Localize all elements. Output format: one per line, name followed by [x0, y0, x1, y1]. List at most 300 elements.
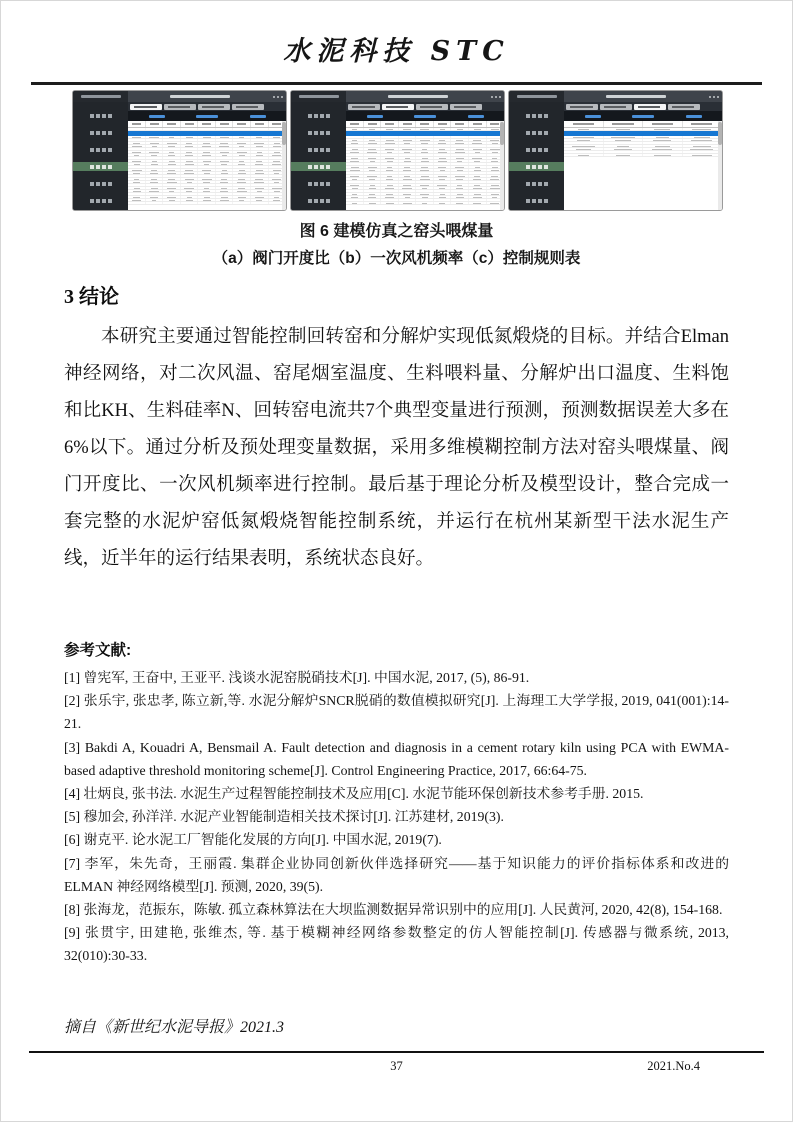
- cell-text-placeholder: [202, 170, 211, 171]
- panel-tab: [566, 104, 598, 110]
- cell-text-placeholder: [274, 182, 279, 183]
- table-cell: [198, 181, 216, 183]
- sidebar-menu-item: [73, 179, 128, 188]
- table-cell: [251, 139, 269, 141]
- panel-body: [73, 102, 286, 210]
- cell-text-placeholder: [237, 143, 246, 144]
- table-cell: [233, 193, 251, 195]
- table-cell: [346, 166, 364, 168]
- cell-text-placeholder: [239, 146, 244, 147]
- sidebar-header-text-placeholder: [299, 95, 339, 98]
- menu-char-placeholder: [320, 182, 324, 186]
- cell-text-placeholder: [168, 179, 176, 180]
- table-cell: [381, 139, 399, 141]
- table-cell: [381, 169, 399, 171]
- table-cell: [416, 163, 434, 165]
- table-cell: [146, 178, 164, 180]
- table-cell: [146, 193, 164, 195]
- table-cell: [364, 160, 382, 162]
- table-cell: [683, 139, 722, 141]
- table-cell: [181, 142, 199, 144]
- reference-item: [7] 李军，朱先奇，王丽霞. 集群企业协同创新伙伴选择研究——基于知识能力的评价指标体系和改进的ELMAN 神经网络模型[J]. 预测, 2020, 39(5).: [64, 855, 729, 894]
- table-cell: [364, 187, 382, 189]
- table-cell: [198, 184, 216, 186]
- table-cell: [251, 136, 269, 138]
- menu-char-placeholder: [314, 148, 318, 152]
- vertical-scrollbar: [282, 121, 286, 210]
- cell-text-placeholder: [456, 197, 464, 198]
- cell-text-placeholder: [387, 152, 392, 153]
- cell-text-placeholder: [368, 197, 376, 198]
- table-cell: [346, 184, 364, 186]
- table-cell: [251, 160, 269, 162]
- menu-char-placeholder: [90, 199, 94, 203]
- table-cell: [416, 178, 434, 180]
- cell-text-placeholder: [385, 143, 395, 144]
- table-cell: [163, 142, 181, 144]
- table-cell: [434, 166, 452, 168]
- table-cell: [434, 172, 452, 174]
- menu-char-placeholder: [320, 199, 324, 203]
- table-cell: [216, 184, 234, 186]
- cell-text-placeholder: [203, 182, 209, 183]
- cell-text-placeholder: [274, 173, 279, 174]
- menu-char-placeholder: [544, 199, 548, 203]
- table-cell: [346, 172, 364, 174]
- cell-text-placeholder: [656, 137, 669, 138]
- table-cell: [128, 175, 146, 177]
- cell-text-placeholder: [386, 179, 394, 180]
- table-cell: [451, 166, 469, 168]
- cell-text-placeholder: [167, 173, 176, 174]
- cell-text-placeholder: [350, 161, 359, 162]
- table-cell: [146, 187, 164, 189]
- table-cell: [233, 154, 251, 156]
- menu-char-placeholder: [320, 131, 324, 135]
- header-text-placeholder: [438, 123, 447, 125]
- table-cell: [434, 181, 452, 183]
- header-text-placeholder: [255, 123, 264, 125]
- table-cell: [434, 163, 452, 165]
- table-cell: [604, 154, 643, 156]
- cell-text-placeholder: [456, 188, 463, 189]
- menu-char-placeholder: [538, 182, 542, 186]
- cell-text-placeholder: [492, 152, 498, 153]
- cell-text-placeholder: [439, 203, 445, 204]
- table-cell: [416, 157, 434, 159]
- cell-text-placeholder: [273, 161, 280, 162]
- cell-text-placeholder: [421, 176, 429, 177]
- cell-text-placeholder: [457, 129, 463, 130]
- cell-text-placeholder: [239, 170, 245, 171]
- cell-text-placeholder: [472, 158, 482, 159]
- table-cell: [128, 196, 146, 198]
- cell-text-placeholder: [386, 170, 393, 171]
- cell-text-placeholder: [655, 146, 670, 147]
- cell-text-placeholder: [256, 155, 263, 156]
- table-cell: [146, 199, 164, 201]
- table-cell: [364, 181, 382, 183]
- cell-text-placeholder: [614, 149, 631, 150]
- table-cell: [216, 142, 234, 144]
- cell-text-placeholder: [422, 203, 427, 204]
- panel-table: [346, 121, 504, 210]
- table-cell: [251, 166, 269, 168]
- cell-text-placeholder: [456, 149, 464, 150]
- table-cell: [381, 157, 399, 159]
- table-cell: [251, 178, 269, 180]
- table-cell: [146, 202, 164, 204]
- cell-text-placeholder: [274, 191, 280, 192]
- table-cell: [163, 163, 181, 165]
- table-cell: [198, 202, 216, 204]
- cell-text-placeholder: [473, 140, 481, 141]
- cell-text-placeholder: [352, 188, 358, 189]
- panel-tab: [232, 104, 264, 110]
- cell-text-placeholder: [219, 146, 229, 147]
- cell-text-placeholder: [369, 194, 375, 195]
- screenshot-panel-c: [508, 90, 723, 211]
- table-cell: [469, 148, 487, 150]
- table-cell: [381, 193, 399, 195]
- reference-item: [6] 谢克平. 论水泥工厂智能化发展的方向[J]. 中国水泥, 2019(7).: [64, 832, 442, 848]
- table-cell: [251, 172, 269, 174]
- table-cell: [469, 139, 487, 141]
- table-cell: [564, 136, 603, 138]
- sidebar-header: [73, 91, 128, 102]
- menu-char-placeholder: [102, 182, 106, 186]
- cell-text-placeholder: [616, 155, 630, 156]
- window-controls-icon: [491, 96, 501, 98]
- table-cell: [233, 145, 251, 147]
- menu-char-placeholder: [102, 131, 106, 135]
- cell-text-placeholder: [167, 143, 177, 144]
- table-cell: [251, 154, 269, 156]
- cell-text-placeholder: [132, 200, 141, 201]
- cell-text-placeholder: [439, 188, 445, 189]
- cell-text-placeholder: [220, 182, 228, 183]
- table-cell: [451, 163, 469, 165]
- cell-text-placeholder: [492, 143, 498, 144]
- menu-char-placeholder: [308, 114, 312, 118]
- table-cell: [451, 172, 469, 174]
- cell-text-placeholder: [611, 137, 634, 138]
- table-cell: [163, 181, 181, 183]
- table-cell: [469, 145, 487, 147]
- cell-text-placeholder: [421, 167, 428, 168]
- sidebar-menu-item: [291, 111, 346, 120]
- table-cell: [381, 175, 399, 177]
- link-text-placeholder: [196, 115, 218, 118]
- table-cell: [146, 136, 164, 138]
- table-cell: [233, 199, 251, 201]
- table-cell: [564, 128, 603, 130]
- cell-text-placeholder: [474, 185, 480, 186]
- table-cell: [146, 154, 164, 156]
- table-cell: [128, 142, 146, 144]
- menu-char-placeholder: [326, 182, 330, 186]
- table-cell: [198, 193, 216, 195]
- table-cell: [181, 190, 199, 192]
- cell-text-placeholder: [474, 194, 481, 195]
- cell-text-placeholder: [420, 179, 430, 180]
- cell-text-placeholder: [150, 197, 158, 198]
- menu-char-placeholder: [96, 131, 100, 135]
- menu-char-placeholder: [326, 165, 330, 169]
- table-cell: [416, 169, 434, 171]
- table-header-cell: [251, 121, 269, 127]
- table-cell: [163, 178, 181, 180]
- cell-text-placeholder: [578, 129, 589, 130]
- table-cell: [251, 199, 269, 201]
- cell-text-placeholder: [186, 143, 191, 144]
- table-cell: [198, 187, 216, 189]
- table-cell: [216, 157, 234, 159]
- window-title: [346, 95, 489, 98]
- cell-text-placeholder: [368, 149, 375, 150]
- cell-text-placeholder: [273, 200, 280, 201]
- cell-text-placeholder: [184, 188, 194, 189]
- header-text-placeholder: [691, 123, 712, 125]
- table-cell: [381, 187, 399, 189]
- table-header-cell: [416, 121, 434, 127]
- table-cell: [416, 190, 434, 192]
- menu-char-placeholder: [526, 114, 530, 118]
- table-cell: [146, 145, 164, 147]
- table-cell: [251, 142, 269, 144]
- table-cell: [434, 148, 452, 150]
- table-cell: [643, 154, 682, 156]
- menu-char-placeholder: [326, 131, 330, 135]
- cell-text-placeholder: [439, 197, 446, 198]
- table-header-cell: [643, 121, 682, 127]
- table-cell: [381, 163, 399, 165]
- table-cell: [163, 193, 181, 195]
- cell-text-placeholder: [420, 129, 429, 130]
- cell-text-placeholder: [204, 197, 210, 198]
- window-control-dot: [491, 96, 493, 98]
- cell-text-placeholder: [168, 146, 174, 147]
- table-cell: [564, 154, 603, 156]
- table-cell: [233, 163, 251, 165]
- table-cell: [181, 184, 199, 186]
- table-cell: [451, 148, 469, 150]
- panel-link-strip: [128, 111, 286, 121]
- cell-text-placeholder: [386, 203, 394, 204]
- table-cell: [346, 160, 364, 162]
- table-cell: [434, 196, 452, 198]
- sidebar-menu-item: [73, 162, 128, 171]
- table-cell: [683, 142, 722, 144]
- sidebar-menu-item: [509, 145, 564, 154]
- table-cell: [451, 145, 469, 147]
- table-cell: [181, 145, 199, 147]
- menu-char-placeholder: [102, 114, 106, 118]
- table-cell: [216, 199, 234, 201]
- table-cell: [163, 184, 181, 186]
- cell-text-placeholder: [369, 170, 375, 171]
- table-cell: [469, 178, 487, 180]
- cell-text-placeholder: [203, 161, 211, 162]
- table-cell: [346, 142, 364, 144]
- table-cell: [233, 178, 251, 180]
- cell-text-placeholder: [134, 188, 140, 189]
- window-controls-icon: [273, 96, 283, 98]
- panel-tab: [164, 104, 196, 110]
- table-cell: [683, 154, 722, 156]
- table-cell: [469, 157, 487, 159]
- panel-tab-bar: [346, 102, 504, 111]
- table-cell: [128, 199, 146, 201]
- table-cell: [451, 178, 469, 180]
- menu-char-placeholder: [90, 165, 94, 169]
- cell-text-placeholder: [202, 155, 212, 156]
- menu-char-placeholder: [320, 165, 324, 169]
- table-cell: [216, 148, 234, 150]
- table-cell: [399, 142, 417, 144]
- menu-char-placeholder: [526, 165, 530, 169]
- cell-text-placeholder: [692, 129, 711, 130]
- table-cell: [198, 157, 216, 159]
- sidebar-header-text-placeholder: [517, 95, 557, 98]
- cell-text-placeholder: [272, 164, 281, 165]
- window-title-text-placeholder: [388, 95, 448, 98]
- cell-text-placeholder: [352, 129, 357, 130]
- table-cell: [469, 142, 487, 144]
- menu-char-placeholder: [314, 182, 318, 186]
- cell-text-placeholder: [149, 137, 159, 138]
- header-divider: [31, 82, 762, 85]
- table-cell: [416, 175, 434, 177]
- table-cell: [451, 193, 469, 195]
- cell-text-placeholder: [404, 176, 411, 177]
- cell-text-placeholder: [492, 167, 498, 168]
- cell-text-placeholder: [439, 140, 445, 141]
- menu-char-placeholder: [108, 148, 112, 152]
- cell-text-placeholder: [420, 170, 429, 171]
- sidebar-menu-item: [509, 111, 564, 120]
- table-cell: [163, 139, 181, 141]
- table-cell: [399, 178, 417, 180]
- link-text-placeholder: [686, 115, 702, 118]
- cell-text-placeholder: [455, 152, 465, 153]
- cell-text-placeholder: [455, 143, 464, 144]
- cell-text-placeholder: [238, 188, 245, 189]
- cell-text-placeholder: [133, 143, 141, 144]
- table-cell: [128, 154, 146, 156]
- table-cell: [163, 128, 181, 130]
- table-cell: [399, 148, 417, 150]
- cell-text-placeholder: [220, 191, 228, 192]
- table-cell: [346, 193, 364, 195]
- table-cell: [604, 148, 643, 150]
- table-header-cell: [364, 121, 382, 127]
- table-cell: [216, 202, 234, 204]
- table-cell: [416, 160, 434, 162]
- table-cell: [381, 160, 399, 162]
- table-cell: [128, 157, 146, 159]
- table-cell: [128, 145, 146, 147]
- table-cell: [683, 151, 722, 153]
- menu-char-placeholder: [544, 165, 548, 169]
- cell-text-placeholder: [351, 158, 358, 159]
- cell-text-placeholder: [273, 137, 280, 138]
- cell-text-placeholder: [169, 152, 174, 153]
- cell-text-placeholder: [385, 188, 393, 189]
- table-cell: [399, 154, 417, 156]
- cell-text-placeholder: [134, 164, 140, 165]
- cell-text-placeholder: [367, 152, 377, 153]
- table-cell: [346, 175, 364, 177]
- table-cell: [251, 148, 269, 150]
- cell-text-placeholder: [473, 188, 482, 189]
- cell-text-placeholder: [151, 179, 157, 180]
- cell-text-placeholder: [474, 170, 481, 171]
- table-cell: [181, 178, 199, 180]
- table-cell: [181, 163, 199, 165]
- table-header-cell: [233, 121, 251, 127]
- window-control-dot: [709, 96, 711, 98]
- table-cell: [416, 202, 434, 204]
- cell-text-placeholder: [133, 173, 140, 174]
- cell-text-placeholder: [654, 155, 671, 156]
- table-cell: [251, 190, 269, 192]
- table-cell: [233, 172, 251, 174]
- cell-text-placeholder: [473, 149, 482, 150]
- menu-char-placeholder: [326, 114, 330, 118]
- table-cell: [416, 128, 434, 130]
- table-cell: [181, 175, 199, 177]
- scrollbar-thumb: [282, 122, 286, 145]
- cell-text-placeholder: [370, 161, 375, 162]
- menu-char-placeholder: [526, 148, 530, 152]
- cell-text-placeholder: [475, 152, 480, 153]
- cell-text-placeholder: [221, 197, 228, 198]
- table-cell: [233, 181, 251, 183]
- menu-char-placeholder: [108, 182, 112, 186]
- table-cell: [346, 202, 364, 204]
- header-text-placeholder: [385, 123, 394, 125]
- table-cell: [416, 172, 434, 174]
- table-cell: [128, 136, 146, 138]
- table-cell: [198, 199, 216, 201]
- cell-text-placeholder: [255, 188, 264, 189]
- table-cell: [364, 163, 382, 165]
- table-cell: [146, 142, 164, 144]
- table-cell: [146, 151, 164, 153]
- cell-text-placeholder: [352, 179, 357, 180]
- reference-item: [3] Bakdi A, Kouadri A, Bensmail A. Fault detection and diagnosis in a cement rotary kiln using PCA with EWMA-based adaptive threshold monitoring scheme[J]. Control Engineering Practice, 2017, 66:64-75.: [64, 739, 729, 778]
- table-cell: [434, 160, 452, 162]
- table-cell: [381, 148, 399, 150]
- table-cell: [399, 187, 417, 189]
- cell-text-placeholder: [272, 155, 281, 156]
- table-cell: [163, 187, 181, 189]
- cell-text-placeholder: [256, 137, 262, 138]
- cell-text-placeholder: [438, 161, 447, 162]
- cell-text-placeholder: [151, 170, 157, 171]
- cell-text-placeholder: [351, 143, 359, 144]
- table-header-cell: [683, 121, 722, 127]
- table-cell: [251, 157, 269, 159]
- table-cell: [198, 160, 216, 162]
- table-cell: [364, 178, 382, 180]
- table-cell: [198, 154, 216, 156]
- table-cell: [399, 166, 417, 168]
- table-cell: [346, 136, 364, 138]
- cell-text-placeholder: [255, 164, 263, 165]
- sidebar-menu-item: [291, 162, 346, 171]
